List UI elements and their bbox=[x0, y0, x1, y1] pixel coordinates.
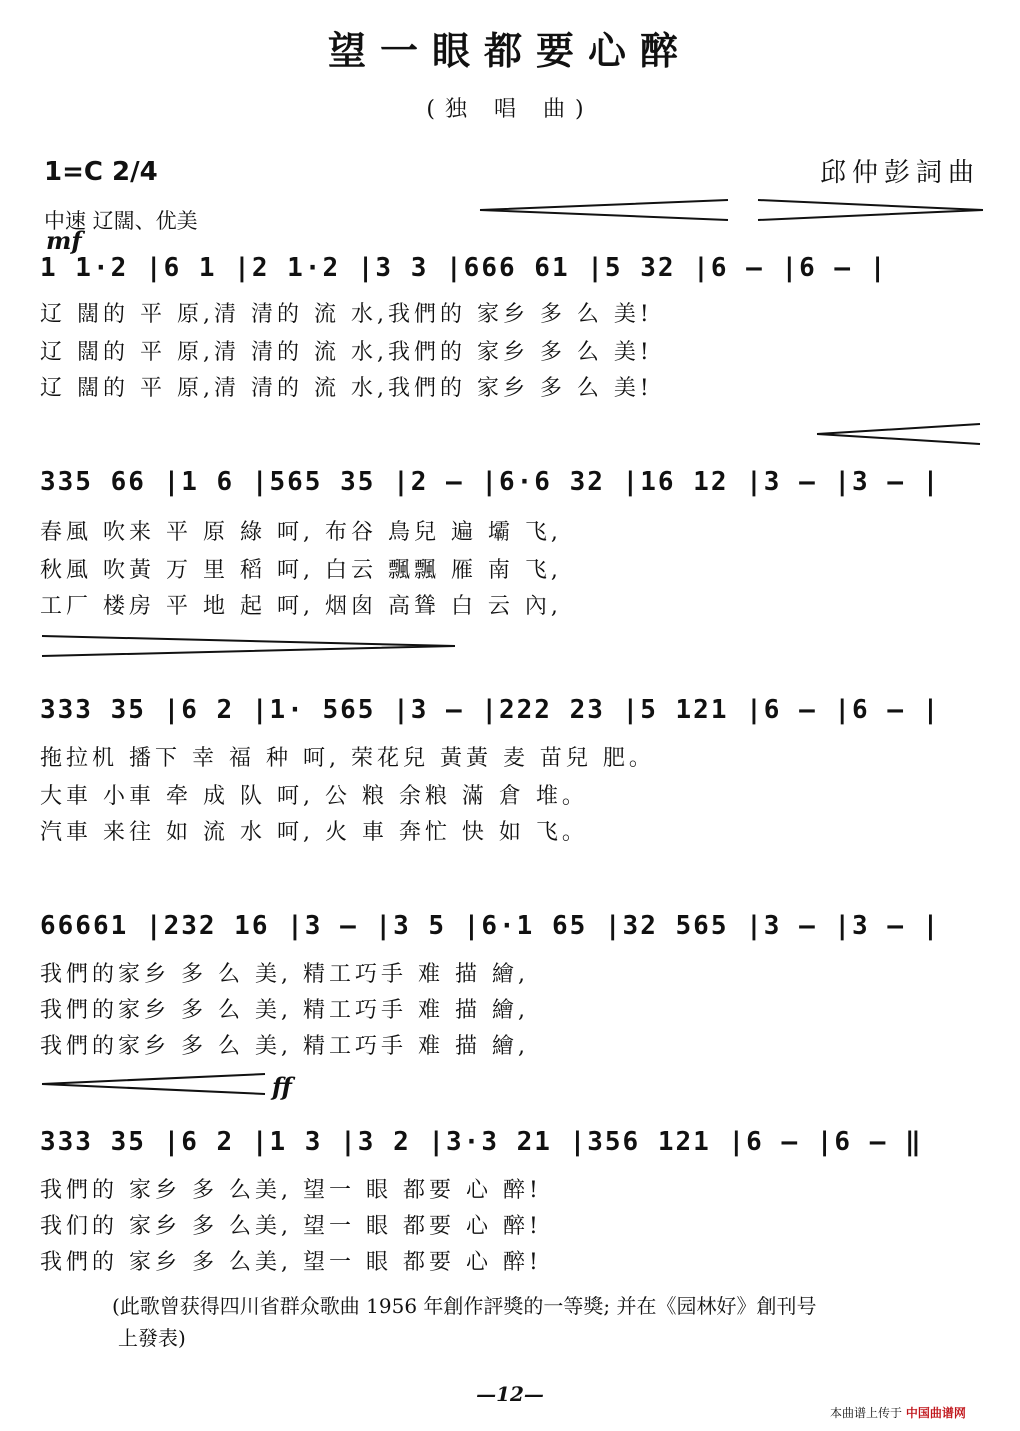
lyric-verse-1: 我們的 家乡 多 么美, 望一 眼 都要 心 醉! bbox=[40, 1178, 542, 1203]
lyric-verse-2: 我們的家乡 多 么 美, 精工巧手 难 描 繪, bbox=[40, 998, 529, 1023]
lyric-verse-1: 我們的家乡 多 么 美, 精工巧手 难 描 繪, bbox=[40, 962, 529, 987]
footnote-line-2: 上發表) bbox=[118, 1326, 186, 1350]
notation-line: 333 35 |6 2 |1· 565 |3 — |222 23 |5 121 |6 — |6 — | bbox=[40, 695, 941, 725]
notation-line: 333 35 |6 2 |1 3 |3 2 |3·3 21 |356 121 |6 — |6 — ‖ bbox=[40, 1127, 923, 1157]
lyric-verse-3: 工厂 楼房 平 地 起 呵, 烟囱 高聳 白 云 內, bbox=[40, 594, 562, 619]
upload-site: 中国曲谱网 bbox=[905, 1406, 966, 1420]
page-number: —12— bbox=[476, 1382, 544, 1406]
footnote-line-1: (此歌曾获得四川省群众歌曲 1956 年創作評獎的一等獎; 并在《园林好》創刊号 bbox=[112, 1294, 817, 1318]
upload-prefix: 本曲谱上传于 bbox=[830, 1406, 903, 1420]
notation-line: 1 1·2 |6 1 |2 1·2 |3 3 |666 61 |5 32 |6 — |6 — | bbox=[40, 253, 888, 283]
lyric-verse-1: 春風 吹来 平 原 綠 呵, 布谷 鳥兒 遍 壩 飞, bbox=[40, 520, 562, 545]
lyric-verse-3: 我們的家乡 多 么 美, 精工巧手 难 描 繪, bbox=[40, 1034, 529, 1059]
lyricist-credit: 邱仲彭詞曲 bbox=[820, 158, 981, 188]
hairpin-marks-1 bbox=[478, 196, 988, 226]
lyric-verse-2: 大車 小車 牵 成 队 呵, 公 粮 余粮 滿 倉 堆。 bbox=[40, 784, 588, 809]
song-title: 望一眼都要心醉 bbox=[327, 28, 692, 73]
tempo-marking: 中速 辽闊、优美 bbox=[44, 209, 198, 233]
notation-line: 335 66 |1 6 |565 35 |2 — |6·6 32 |16 12 |3 — |3 — | bbox=[40, 467, 941, 497]
upload-credit bbox=[830, 1404, 966, 1421]
hairpin-marks-3 bbox=[40, 632, 460, 662]
lyric-verse-2: 我们的 家乡 多 么美, 望一 眼 都要 心 醉! bbox=[40, 1214, 542, 1239]
song-subtitle: (独 唱 曲) bbox=[426, 97, 594, 122]
lyric-verse-3: 辽 闊的 平 原,清 清的 流 水,我們的 家乡 多 么 美! bbox=[40, 376, 653, 401]
key-signature: 1=C 2/4 bbox=[44, 157, 158, 187]
hairpin-marks-2 bbox=[815, 420, 985, 450]
lyric-verse-3: 汽車 来往 如 流 水 呵, 火 車 奔忙 快 如 飞。 bbox=[40, 820, 588, 845]
lyric-verse-2: 秋風 吹黃 万 里 稻 呵, 白云 飄飄 雁 南 飞, bbox=[40, 558, 562, 583]
lyric-verse-2: 辽 闊的 平 原,清 清的 流 水,我們的 家乡 多 么 美! bbox=[40, 340, 653, 365]
hairpin-marks-4 bbox=[40, 1070, 270, 1100]
lyric-verse-3: 我們的 家乡 多 么美, 望一 眼 都要 心 醉! bbox=[40, 1250, 542, 1275]
lyric-verse-1: 拖拉机 播下 幸 福 种 呵, 荣花兒 黃黃 麦 苗兒 肥。 bbox=[40, 746, 655, 771]
dynamic-mark: mf bbox=[46, 226, 82, 255]
dynamic-mark: ff bbox=[272, 1072, 292, 1101]
notation-line: 66661 |232 16 |3 — |3 5 |6·1 65 |32 565 |3 — |3 — | bbox=[40, 911, 941, 941]
lyric-verse-1: 辽 闊的 平 原,清 清的 流 水,我們的 家乡 多 么 美! bbox=[40, 302, 653, 327]
